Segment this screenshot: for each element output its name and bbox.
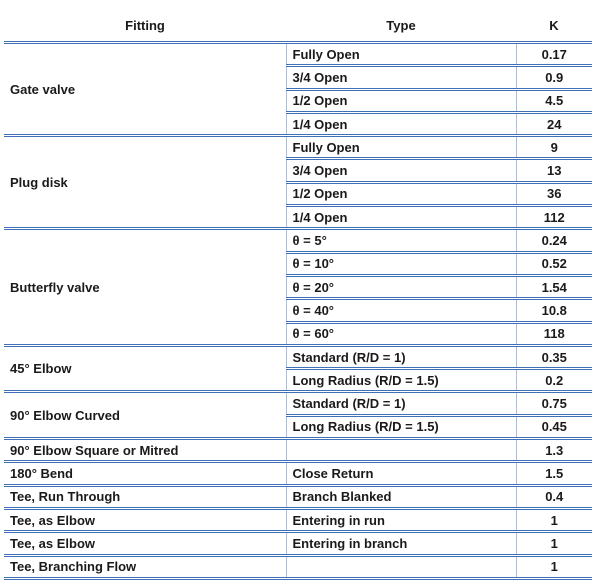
fittings-k-table (4, 10, 592, 580)
k-value-cell: 13 (516, 159, 592, 182)
k-value-cell: 112 (516, 206, 592, 229)
fitting-cell: Tee, Run Through (4, 485, 286, 508)
type-cell: Entering in run (286, 508, 516, 531)
type-cell: Long Radius (R/D = 1.5) (286, 415, 516, 438)
type-cell: Standard (R/D = 1) (286, 345, 516, 368)
k-value-cell: 9 (516, 136, 592, 159)
fitting-cell: Tee, as Elbow (4, 508, 286, 531)
type-cell: θ = 20° (286, 275, 516, 298)
k-value-cell: 10.8 (516, 299, 592, 322)
table-row (4, 136, 592, 159)
table-row (4, 485, 592, 508)
type-cell: Branch Blanked (286, 485, 516, 508)
k-value-cell: 0.2 (516, 369, 592, 392)
table-row (4, 462, 592, 485)
k-value-cell: 1.5 (516, 462, 592, 485)
header-row (4, 10, 592, 43)
k-value-cell: 0.4 (516, 485, 592, 508)
type-cell: 1/4 Open (286, 112, 516, 135)
type-cell (286, 555, 516, 578)
k-value-cell: 0.45 (516, 415, 592, 438)
type-cell: θ = 40° (286, 299, 516, 322)
fitting-cell: 45° Elbow (4, 345, 286, 392)
header-k: K (516, 10, 592, 43)
fitting-cell: Tee, as Elbow (4, 532, 286, 555)
k-value-cell: 1 (516, 508, 592, 531)
k-value-cell: 36 (516, 182, 592, 205)
fitting-cell: Gate valve (4, 43, 286, 136)
type-cell: 1/2 Open (286, 182, 516, 205)
type-cell: θ = 10° (286, 252, 516, 275)
k-value-cell: 0.17 (516, 43, 592, 66)
type-cell: Entering in branch (286, 532, 516, 555)
fitting-cell: Butterfly valve (4, 229, 286, 345)
type-cell: Standard (R/D = 1) (286, 392, 516, 415)
k-value-cell: 0.75 (516, 392, 592, 415)
type-cell: 3/4 Open (286, 66, 516, 89)
fittings-table-container (4, 10, 592, 580)
fitting-cell: Tee, Branching Flow (4, 555, 286, 578)
type-cell: θ = 5° (286, 229, 516, 252)
k-value-cell: 0.24 (516, 229, 592, 252)
k-value-cell: 1 (516, 555, 592, 578)
type-cell: Fully Open (286, 136, 516, 159)
k-value-cell: 24 (516, 112, 592, 135)
fitting-cell: Plug disk (4, 136, 286, 229)
table-row (4, 392, 592, 415)
type-cell: 3/4 Open (286, 159, 516, 182)
k-value-cell: 0.52 (516, 252, 592, 275)
table-row (4, 229, 592, 252)
table-row (4, 555, 592, 578)
fitting-cell: 90° Elbow Square or Mitred (4, 439, 286, 462)
k-value-cell: 118 (516, 322, 592, 345)
table-row (4, 43, 592, 66)
k-value-cell: 0.9 (516, 66, 592, 89)
fitting-cell: 180° Bend (4, 462, 286, 485)
type-cell: 1/4 Open (286, 206, 516, 229)
type-cell: θ = 60° (286, 322, 516, 345)
type-cell: Long Radius (R/D = 1.5) (286, 369, 516, 392)
fitting-cell: 90° Elbow Curved (4, 392, 286, 439)
table-row (4, 345, 592, 368)
table-row (4, 439, 592, 462)
type-cell (286, 439, 516, 462)
table-row (4, 532, 592, 555)
type-cell: 1/2 Open (286, 89, 516, 112)
type-cell: Close Return (286, 462, 516, 485)
type-cell: Fully Open (286, 43, 516, 66)
k-value-cell: 1.3 (516, 439, 592, 462)
k-value-cell: 1.54 (516, 275, 592, 298)
header-fitting: Fitting (4, 10, 286, 43)
table-row (4, 508, 592, 531)
header-type: Type (286, 10, 516, 43)
k-value-cell: 4.5 (516, 89, 592, 112)
k-value-cell: 0.35 (516, 345, 592, 368)
table-body (4, 43, 592, 579)
k-value-cell: 1 (516, 532, 592, 555)
